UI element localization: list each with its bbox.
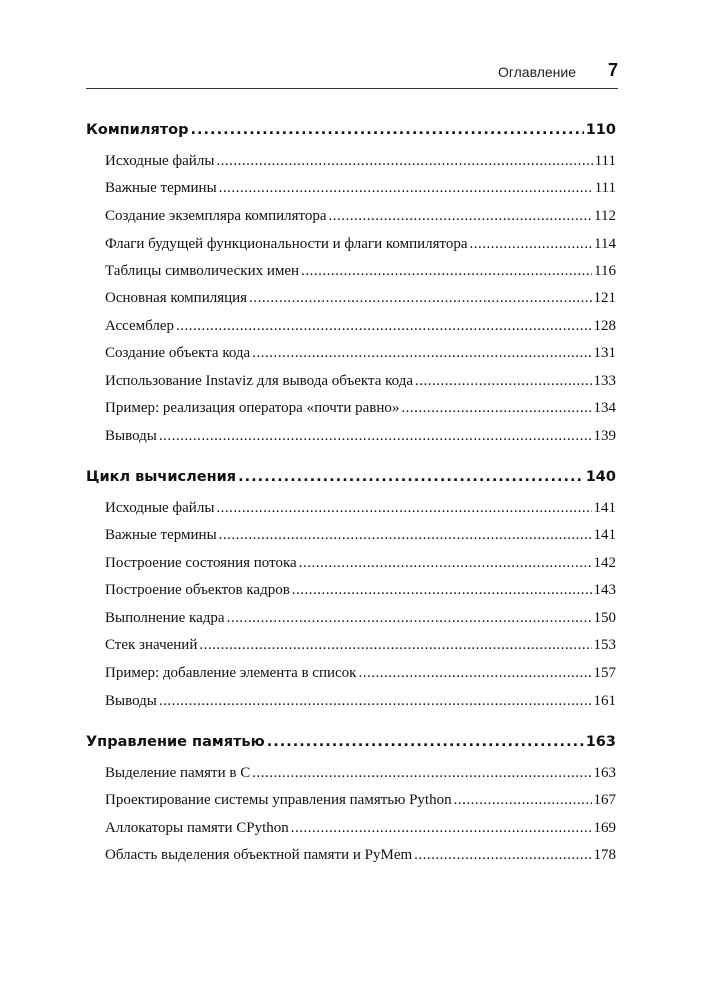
dot-leader (299, 555, 592, 570)
entry-page: 114 (594, 236, 616, 252)
toc-entry[interactable] (105, 373, 616, 390)
toc-chapter-compiler[interactable] (86, 122, 616, 138)
entry-title: Пример: реализация оператора «почти равно» (105, 400, 400, 416)
dot-leader (199, 637, 591, 652)
header-title: Оглавление (497, 64, 576, 80)
entry-page: 134 (593, 400, 616, 416)
toc-entry[interactable] (105, 527, 616, 544)
toc-entry[interactable] (105, 792, 616, 809)
toc-entry[interactable] (105, 236, 616, 253)
dot-leader (227, 610, 592, 625)
dot-leader (249, 290, 591, 305)
dot-leader (470, 236, 593, 251)
toc-entry[interactable] (105, 582, 616, 599)
entry-title: Построение состояния потока (105, 555, 297, 571)
toc-chapter-memory-management[interactable] (86, 734, 616, 750)
entry-title: Выводы (105, 428, 157, 444)
entry-page: 150 (593, 610, 616, 626)
entry-page: 161 (593, 693, 616, 709)
chapter-page: 140 (585, 469, 616, 485)
entry-page: 178 (593, 847, 616, 863)
running-header (86, 60, 618, 89)
toc-entry[interactable] (105, 290, 616, 307)
dot-leader (216, 500, 591, 515)
entry-title: Область выделения объектной памяти и PyMem (105, 847, 413, 863)
dot-leader (252, 345, 591, 360)
entry-page: 141 (593, 500, 616, 516)
toc-entry[interactable] (105, 180, 616, 197)
entry-title: Исходные файлы (105, 153, 215, 169)
entry-title: Стек значений (105, 637, 198, 653)
chapter-title: Компилятор (86, 122, 189, 138)
entry-title: Ассемблер (105, 318, 175, 334)
toc-entry[interactable] (105, 637, 616, 654)
chapter-title: Цикл вычисления (86, 469, 237, 485)
toc-entry[interactable] (105, 693, 616, 710)
dot-leader (176, 318, 591, 333)
entry-page: 142 (593, 555, 616, 571)
entry-page: 116 (594, 263, 616, 279)
entry-page: 111 (594, 153, 616, 169)
entry-title: Пример: добавление элемента в список (105, 665, 357, 681)
entry-title: Аллокаторы памяти CPython (105, 820, 289, 836)
toc-entry[interactable] (105, 820, 616, 837)
entry-title: Создание объекта кода (105, 345, 251, 361)
entry-page: 157 (593, 665, 616, 681)
entry-title: Основная компиляция (105, 290, 248, 306)
entry-page: 121 (593, 290, 616, 306)
entry-page: 163 (593, 765, 616, 781)
entry-title: Создание экземпляра компилятора (105, 208, 327, 224)
entry-page: 141 (593, 527, 616, 543)
header-page-number: 7 (607, 60, 618, 80)
entry-title: Важные термины (105, 180, 217, 196)
dot-leader (329, 208, 593, 223)
toc-entry[interactable] (105, 345, 616, 362)
chapter-page: 163 (585, 734, 616, 750)
dot-leader (219, 180, 593, 195)
dot-leader (252, 765, 591, 780)
dot-leader (219, 527, 592, 542)
toc-entry[interactable] (105, 400, 616, 417)
toc-entry[interactable] (105, 318, 616, 335)
toc-entry[interactable] (105, 610, 616, 627)
entry-title: Таблицы символических имен (105, 263, 300, 279)
dot-leader (159, 428, 592, 443)
toc-entry[interactable] (105, 428, 616, 445)
dot-leader (191, 122, 584, 137)
chapter-page: 110 (585, 122, 616, 138)
toc-entry[interactable] (105, 208, 616, 225)
dot-leader (238, 469, 584, 484)
dot-leader (301, 263, 592, 278)
entry-page: 112 (594, 208, 616, 224)
toc-entry[interactable] (105, 665, 616, 682)
entry-page: 153 (593, 637, 616, 653)
dot-leader (454, 792, 592, 807)
entry-page: 169 (593, 820, 616, 836)
entry-title: Использование Instaviz для вывода объекта кода (105, 373, 414, 389)
toc-entry[interactable] (105, 500, 616, 517)
dot-leader (292, 582, 592, 597)
dot-leader (291, 820, 592, 835)
entry-title: Флаги будущей функциональности и флаги компилятора (105, 236, 468, 252)
toc-entry[interactable] (105, 555, 616, 572)
toc-entry[interactable] (105, 153, 616, 170)
entry-title: Важные термины (105, 527, 217, 543)
dot-leader (401, 400, 591, 415)
entry-page: 131 (593, 345, 616, 361)
entry-page: 128 (593, 318, 616, 334)
toc-chapter-eval-loop[interactable] (86, 469, 616, 485)
entry-title: Выводы (105, 693, 157, 709)
entry-title: Проектирование системы управления памятью Python (105, 792, 452, 808)
dot-leader (358, 665, 591, 680)
chapter-title: Управление памятью (86, 734, 265, 750)
dot-leader (267, 734, 584, 749)
dot-leader (216, 153, 592, 168)
entry-page: 111 (594, 180, 616, 196)
entry-page: 143 (593, 582, 616, 598)
toc-entry[interactable] (105, 263, 616, 280)
toc-entry[interactable] (105, 847, 616, 864)
entry-page: 167 (593, 792, 616, 808)
entry-page: 133 (593, 373, 616, 389)
toc-entry[interactable] (105, 765, 616, 782)
entry-title: Выделение памяти в C (105, 765, 251, 781)
entry-page: 139 (593, 428, 616, 444)
dot-leader (159, 693, 592, 708)
entry-title: Исходные файлы (105, 500, 215, 516)
dot-leader (415, 373, 591, 388)
entry-title: Выполнение кадра (105, 610, 225, 626)
dot-leader (414, 847, 591, 862)
entry-title: Построение объектов кадров (105, 582, 290, 598)
